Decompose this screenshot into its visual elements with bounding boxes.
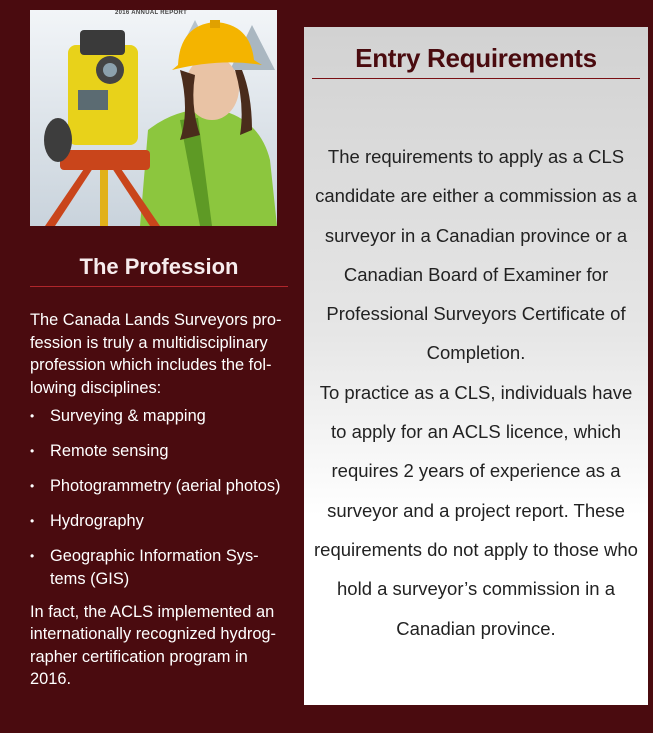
entry-requirements-title [312,43,640,79]
surveyor-illustration [30,10,277,226]
entry-requirements-card [304,27,648,705]
disciplines-list [30,405,288,590]
entry-requirements-title-text: Entry Requirements [355,43,597,73]
surveyor-photo [30,10,277,226]
photo-caption: 2016 ANNUAL REPORT [115,10,188,16]
entry-paragraph-1: The requirements to apply as a CLS candidate are either a commission as a surveyor in a Canadian province or a Canadian Board of Examiner for Professional Surveyors Certificate of Completion. [315,146,637,364]
list-item: • Hydrography [30,510,288,533]
list-item: • Geographic Information Sys-tems (GIS) [30,545,288,590]
profession-section [30,254,288,691]
list-item: • Surveying & mapping [30,405,288,428]
profession-title: The Profession [30,254,288,287]
profession-closing: In fact, the ACLS implemented an internationally recognized hydrog-rapher certification program in 2016. [30,602,277,688]
list-item: • Remote sensing [30,440,288,463]
profession-intro: The Canada Lands Surveyors pro-fession is truly a multidisciplinary profession which includes the fol-lowing disciplines: [30,311,282,397]
list-item: • Photogrammetry (aerial photos) [30,475,288,498]
entry-paragraph-2: To practice as a CLS, individuals have to apply for an ACLS licence, which requires 2 years of experience as a surveyor and a project report. These requirements do not apply to those who hold a surveyor’s commission in a Canadian province. [314,381,638,639]
